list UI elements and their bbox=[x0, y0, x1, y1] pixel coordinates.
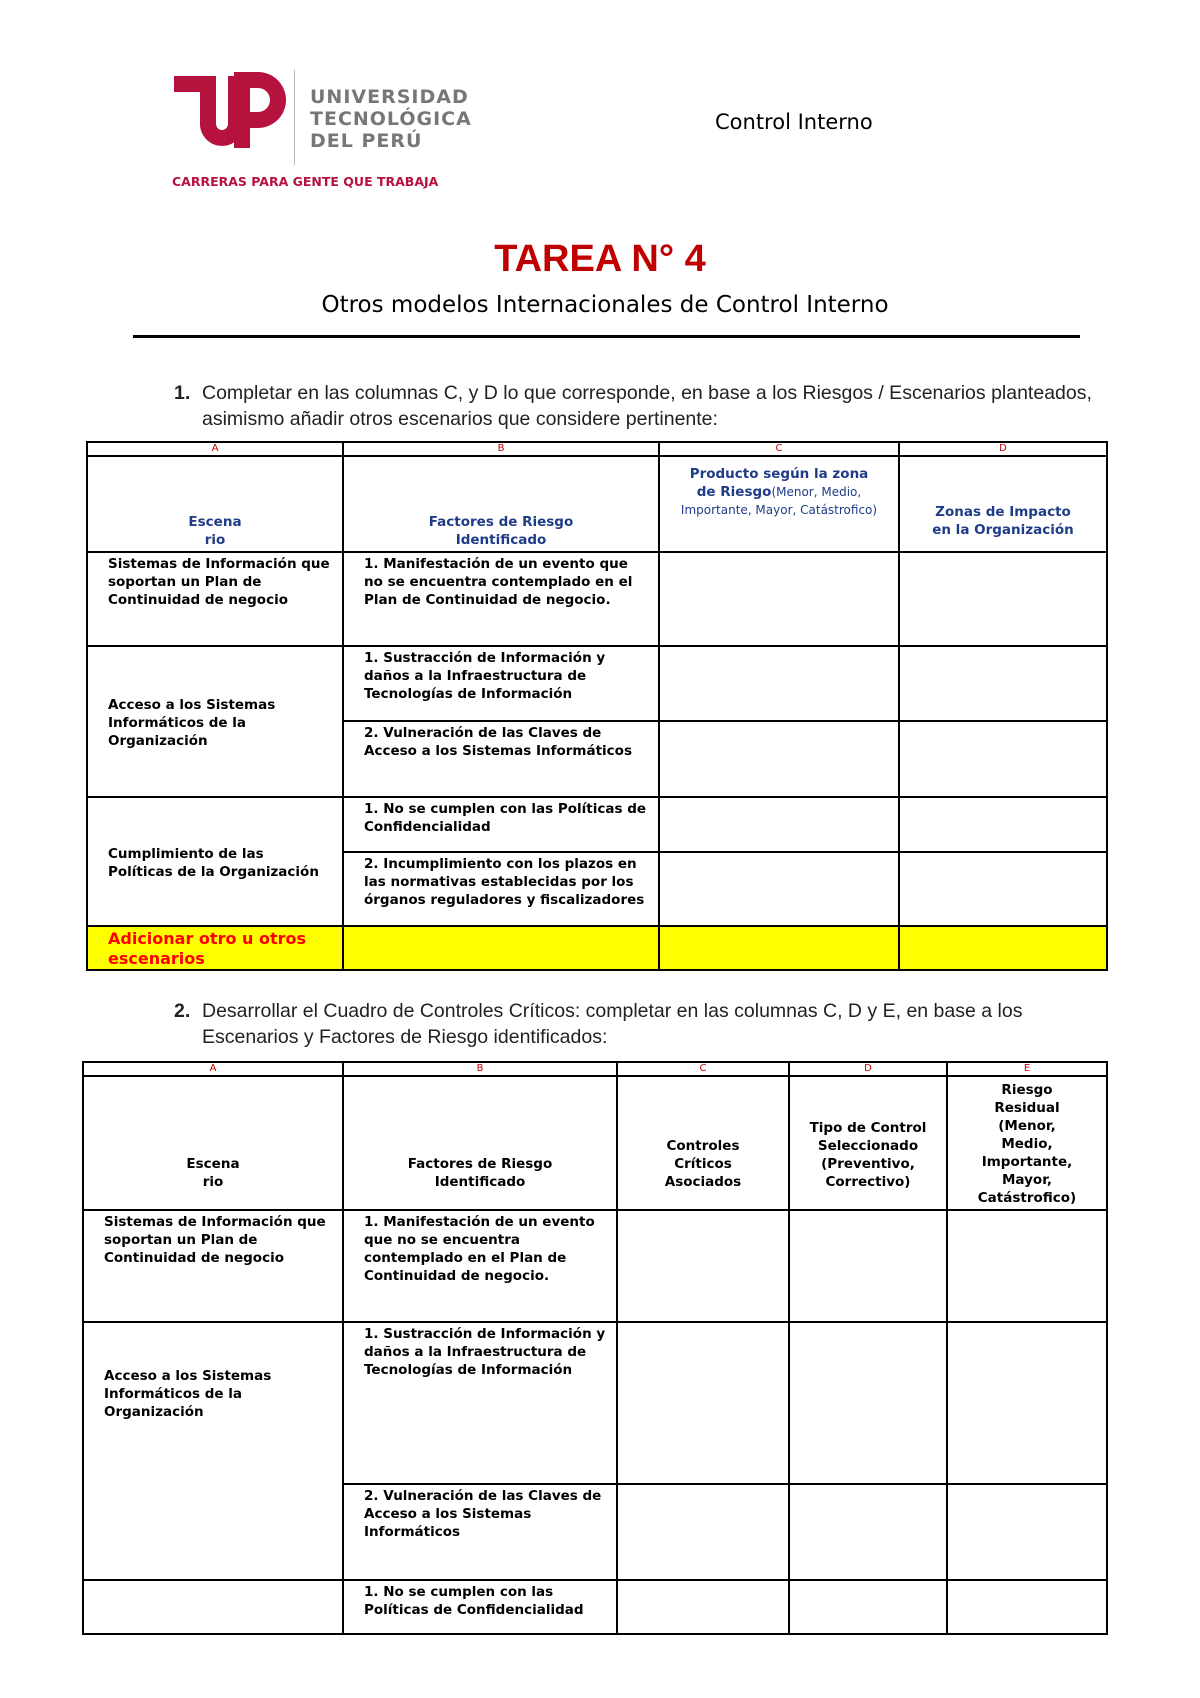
control-type-cell[interactable] bbox=[789, 1580, 947, 1634]
column-letter: D bbox=[899, 442, 1107, 456]
page-subtitle: Otros modelos Internacionales de Control Interno bbox=[321, 292, 889, 318]
product-cell[interactable] bbox=[659, 721, 899, 797]
instruction-2-text: Desarrollar el Cuadro de Controles Críticos: completar en las columnas C, D y E, en base a los Escenarios y Factores de Riesgo identificados: bbox=[202, 1000, 1023, 1048]
header-controls: Controles Críticos Asociados bbox=[617, 1076, 789, 1210]
scenario-cell: Acceso a los Sistemas Informáticos de la Organización bbox=[87, 646, 343, 797]
controls-cell[interactable] bbox=[617, 1210, 789, 1322]
controls-cell[interactable] bbox=[617, 1322, 789, 1484]
header-residual-risk: Riesgo Residual (Menor, Medio, Importante, Mayor, Catástrofico) bbox=[947, 1076, 1107, 1210]
risk-table bbox=[86, 441, 1108, 971]
university-line-3: DEL PERÚ bbox=[310, 130, 423, 152]
table-row bbox=[87, 797, 1107, 852]
column-letter: C bbox=[617, 1062, 789, 1076]
header-factors: Factores de Riesgo Identificado bbox=[343, 1076, 617, 1210]
table-row bbox=[83, 1062, 1107, 1076]
residual-risk-cell[interactable] bbox=[947, 1484, 1107, 1580]
column-letter: D bbox=[789, 1062, 947, 1076]
header-impact: Zonas de Impacto en la Organización bbox=[899, 456, 1107, 552]
utp-logo bbox=[172, 68, 472, 193]
scenario-cell bbox=[83, 1580, 343, 1634]
course-name: Control Interno bbox=[715, 110, 873, 134]
factor-cell: 2. Vulneración de las Claves de Acceso a los Sistemas Informáticos bbox=[343, 721, 659, 797]
logo-separator bbox=[294, 70, 295, 165]
control-type-cell[interactable] bbox=[789, 1322, 947, 1484]
slogan: CARRERAS PARA GENTE QUE TRABAJA bbox=[172, 174, 439, 189]
column-letter: C bbox=[659, 442, 899, 456]
factor-cell: 1. No se cumplen con las Políticas de Confidencialidad bbox=[343, 1580, 617, 1634]
table-row bbox=[87, 646, 1107, 721]
column-letter: E bbox=[947, 1062, 1107, 1076]
factor-cell: 1. Manifestación de un evento que no se encuentra contemplado en el Plan de Continuidad de negocio. bbox=[343, 552, 659, 646]
table-header-row bbox=[87, 456, 1107, 552]
table-row bbox=[87, 442, 1107, 456]
control-type-cell[interactable] bbox=[789, 1484, 947, 1580]
table-row bbox=[83, 1580, 1107, 1634]
instruction-2-number: 2. bbox=[174, 1000, 191, 1022]
instruction-1-number: 1. bbox=[174, 382, 191, 404]
residual-risk-cell[interactable] bbox=[947, 1322, 1107, 1484]
control-type-cell[interactable] bbox=[789, 1210, 947, 1322]
add-scenario-row bbox=[87, 926, 1107, 970]
table-row bbox=[83, 1322, 1107, 1484]
add-scenario-cell[interactable]: Adicionar otro u otros escenarios bbox=[87, 926, 343, 970]
university-name bbox=[310, 86, 472, 152]
table-row bbox=[83, 1210, 1107, 1322]
column-letter: B bbox=[343, 442, 659, 456]
factor-cell: 1. No se cumplen con las Políticas de Confidencialidad bbox=[343, 797, 659, 852]
impact-cell[interactable] bbox=[899, 552, 1107, 646]
impact-cell[interactable] bbox=[899, 646, 1107, 721]
header-control-type: Tipo de Control Seleccionado (Preventivo, Correctivo) bbox=[789, 1076, 947, 1210]
instruction-2 bbox=[174, 998, 1117, 1050]
product-cell[interactable] bbox=[659, 797, 899, 852]
scenario-cell: Sistemas de Información que soportan un Plan de Continuidad de negocio bbox=[83, 1210, 343, 1322]
header-scenario: Escena rio bbox=[87, 456, 343, 552]
factor-cell: 2. Incumplimiento con los plazos en las normativas establecidas por los órganos reguladores y fiscalizadores bbox=[343, 852, 659, 926]
instruction-1-text: Completar en las columnas C, y D lo que corresponde, en base a los Riesgos / Escenarios planteados, asimismo añadir otros escenarios que considere pertinente: bbox=[202, 382, 1092, 430]
residual-risk-cell[interactable] bbox=[947, 1580, 1107, 1634]
impact-cell[interactable] bbox=[899, 797, 1107, 852]
factor-cell: 2. Vulneración de las Claves de Acceso a los Sistemas Informáticos bbox=[343, 1484, 617, 1580]
scenario-cell: Cumplimiento de las Políticas de la Organización bbox=[87, 797, 343, 926]
university-line-2: TECNOLÓGICA bbox=[310, 108, 472, 130]
scenario-cell: Acceso a los Sistemas Informáticos de la Organización bbox=[83, 1322, 343, 1580]
header-product: Producto según la zona de Riesgo(Menor, Medio, Importante, Mayor, Catástrofico) bbox=[659, 456, 899, 552]
impact-cell[interactable] bbox=[899, 926, 1107, 970]
residual-risk-cell[interactable] bbox=[947, 1210, 1107, 1322]
impact-cell[interactable] bbox=[899, 852, 1107, 926]
product-cell[interactable] bbox=[659, 646, 899, 721]
factor-cell: 1. Manifestación de un evento que no se encuentra contemplado en el Plan de Continuidad de negocio. bbox=[343, 1210, 617, 1322]
column-letter: B bbox=[343, 1062, 617, 1076]
table-row bbox=[87, 552, 1107, 646]
instruction-1 bbox=[174, 380, 1107, 432]
utp-logo-mark bbox=[172, 68, 292, 168]
header-factors: Factores de Riesgo Identificado bbox=[343, 456, 659, 552]
factor-cell[interactable] bbox=[343, 926, 659, 970]
product-cell[interactable] bbox=[659, 852, 899, 926]
page-title: TAREA N° 4 bbox=[494, 238, 706, 280]
factor-cell: 1. Sustracción de Información y daños a la Infraestructura de Tecnologías de Información bbox=[343, 646, 659, 721]
scenario-cell: Sistemas de Información que soportan un Plan de Continuidad de negocio bbox=[87, 552, 343, 646]
table-header-row bbox=[83, 1076, 1107, 1210]
title-rule bbox=[133, 335, 1080, 338]
product-cell[interactable] bbox=[659, 926, 899, 970]
product-cell[interactable] bbox=[659, 552, 899, 646]
university-line-1: UNIVERSIDAD bbox=[310, 86, 469, 108]
controls-cell[interactable] bbox=[617, 1580, 789, 1634]
header-scenario: Escena rio bbox=[83, 1076, 343, 1210]
impact-cell[interactable] bbox=[899, 721, 1107, 797]
column-letter: A bbox=[87, 442, 343, 456]
controls-cell[interactable] bbox=[617, 1484, 789, 1580]
column-letter: A bbox=[83, 1062, 343, 1076]
controls-table bbox=[82, 1061, 1108, 1635]
factor-cell: 1. Sustracción de Información y daños a la Infraestructura de Tecnologías de Información bbox=[343, 1322, 617, 1484]
